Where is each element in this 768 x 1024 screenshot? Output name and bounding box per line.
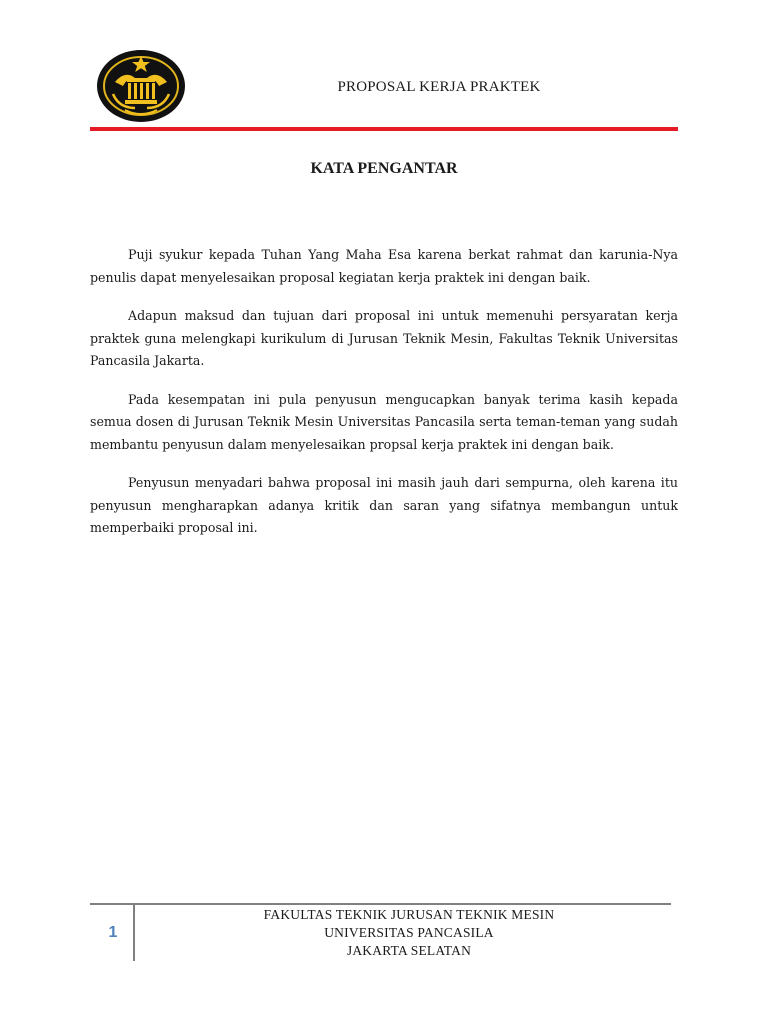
page-number: 1	[108, 924, 118, 941]
document-body	[90, 244, 678, 556]
university-emblem-icon	[95, 48, 187, 124]
paragraph: Penyusun menyadari bahwa proposal ini masih jauh dari sempurna, oleh karena itu penyusun mengharapkan adanya kritik dan saran yang sifatnya membangun untuk memperbaiki proposal ini.	[90, 475, 678, 535]
footer-line: JAKARTA SELATAN	[346, 943, 472, 958]
paragraph: Puji syukur kepada Tuhan Yang Maha Esa karena berkat rahmat dan karunia-Nya penulis dapat menyelesaikan proposal kegiatan kerja praktek ini dengan baik.	[90, 247, 678, 285]
footer-line: UNIVERSITAS PANCASILA	[324, 925, 494, 940]
header-divider	[90, 127, 678, 131]
footer-vertical-divider	[133, 905, 135, 961]
footer-line: FAKULTAS TEKNIK JURUSAN TEKNIK MESIN	[263, 907, 555, 922]
paragraph: Adapun maksud dan tujuan dari proposal ini untuk memenuhi persyaratan kerja praktek guna melengkapi kurikulum di Jurusan Teknik Mesin, Fakultas Teknik Universitas Pancasila Jakarta.	[90, 308, 678, 368]
footer-institution	[140, 906, 678, 960]
header-title: PROPOSAL KERJA PRAKTEK	[337, 79, 541, 95]
footer-divider	[90, 903, 671, 905]
page-title: KATA PENGANTAR	[310, 160, 458, 177]
paragraph: Pada kesempatan ini pula penyusun mengucapkan banyak terima kasih kepada semua dosen di Jurusan Teknik Mesin Universitas Pancasila serta teman-teman yang sudah membantu penyusun dalam menyelesaikan propsal kerja praktek ini dengan baik.	[90, 391, 678, 452]
